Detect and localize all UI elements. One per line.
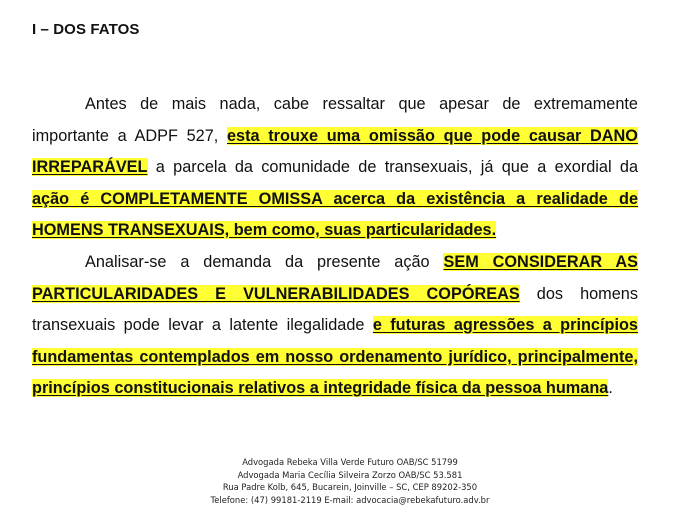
paragraph-text: Antes de mais nada, cabe ressaltar que apesar de extremamente importante a ADPF 527, <box>32 95 638 145</box>
footer-line-lawyer-2: Advogada Maria Cecília Silveira Zorzo OAB/SC 53.581 <box>237 469 463 480</box>
paragraph-text: dos homens transexuais pode levar a latente ilegalidade <box>32 284 638 334</box>
highlighted-text: e futuras agressões a princípios fundamentas contemplados em nosso ordenamento jurídico, principalmente, princípios constitucionais relativos a integridade física da pessoa humana <box>32 316 638 397</box>
paragraph-text: a parcela da comunidade de transexuais, já que a exordial da <box>147 158 638 176</box>
footer-line-lawyer-1: Advogada Rebeka Villa Verde Futuro OAB/SC 51799 <box>242 457 458 467</box>
footer-line-contact: Telefone: (47) 99181-2119 E-mail: advocacia@rebekafuturo.adv.br <box>210 494 490 505</box>
footer-line-address: Rua Padre Kolb, 645, Bucarein, Joinville – SC, CEP 89202-350 <box>222 482 478 493</box>
highlighted-text: ação é COMPLETAMENTE OMISSA acerca da existência a realidade de HOMENS TRANSEXUAIS, bem como, suas particularidades. <box>32 189 638 239</box>
paragraph-facts-2 <box>32 247 638 405</box>
paragraph-facts-1 <box>32 89 638 247</box>
highlighted-text: esta trouxe uma omissão que pode causar DANO IRREPARÁVEL <box>32 126 638 176</box>
paragraph-text: Analisar-se a demanda da presente ação <box>85 253 444 271</box>
section-heading: I – DOS FATOS <box>32 21 140 38</box>
paragraph-text: . <box>608 379 613 397</box>
letterhead-footer <box>0 456 700 506</box>
highlighted-text: SEM CONSIDERAR AS PARTICULARIDADES E VULNERABILIDADES COPÓREAS <box>32 253 638 303</box>
